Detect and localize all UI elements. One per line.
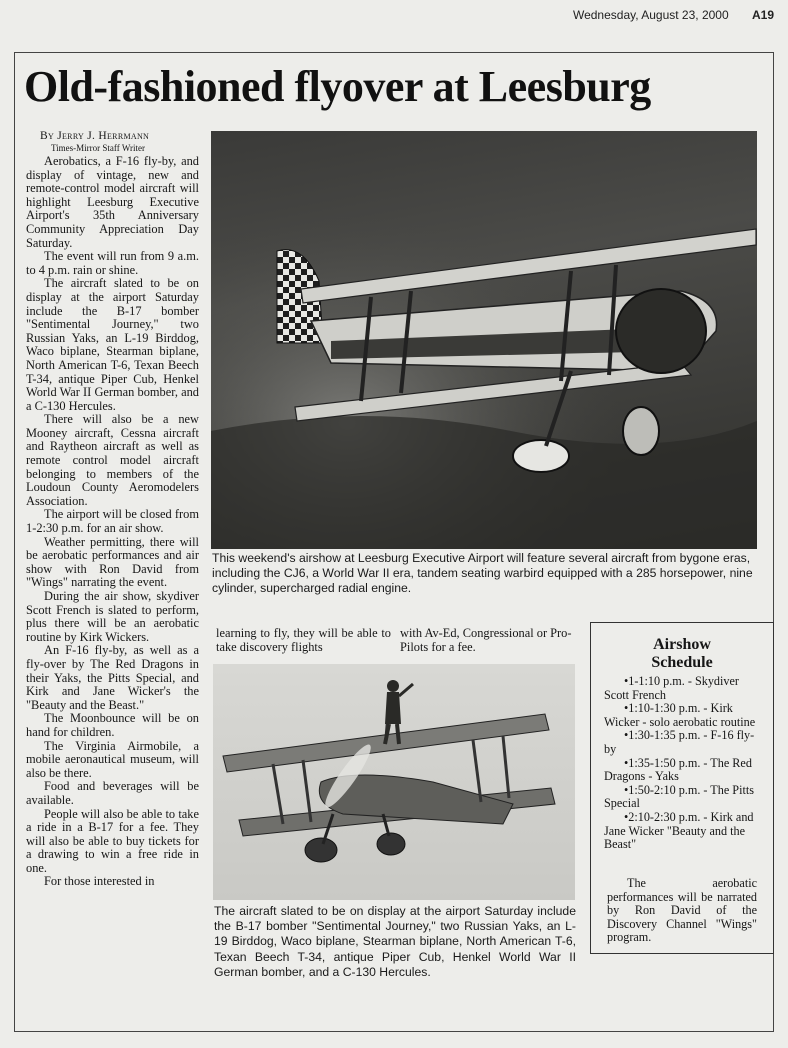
folio-date: Wednesday, August 23, 2000 — [572, 8, 729, 22]
headline: Old-fashioned flyover at Leesburg — [24, 62, 651, 111]
schedule-item: •1:35-1:50 p.m. - The Red Dragons - Yaks — [604, 755, 752, 784]
photo-wingwalker-biplane — [213, 664, 575, 900]
schedule-title-line2: Schedule — [651, 654, 713, 671]
story-paragraph: learning to fly, they will be able to take discovery flights — [216, 626, 391, 655]
byline-affiliation: Times-Mirror Staff Writer — [51, 143, 145, 153]
story-column-2 — [216, 626, 391, 655]
story-paragraph: People will also be able to take a ride in a B-17 for a fee. They will also be able to buy tickets for a drawing to win a free ride in one. — [26, 806, 199, 875]
story-paragraph: Weather permitting, there will be aerobatic performances and air show with Ron David from "Wings" narrating the event. — [26, 534, 199, 590]
story-paragraph: with Av-Ed, Congressional or Pro-Pilots for a fee. — [400, 626, 572, 655]
schedule-item: •1:10-1:30 p.m. - Kirk Wicker - solo aerobatic routine — [604, 701, 756, 729]
schedule-item: •1-1:10 p.m. - Skydiver Scott French — [604, 674, 739, 702]
photo-biplane-in-flight — [211, 131, 757, 549]
schedule-title-line1: Airshow — [653, 636, 711, 653]
story-paragraph: There will also be a new Mooney aircraft, Cessna aircraft and Raytheon aircraft as well as remote control model aircraft belonging to members of the Loudoun County Aeromodelers Association. — [26, 412, 199, 508]
schedule-item: •1:30-1:35 p.m. - F-16 fly-by — [604, 728, 755, 756]
byline-author: By Jerry J. Herrmann — [40, 130, 150, 142]
wingwalker-illustration — [213, 664, 575, 900]
photo1-caption: This weekend's airshow at Leesburg Executive Airport will feature several aircraft from bygone eras, including the CJ6, a World War II era, tandem seating warbird equipped with a 285 horsepower, nine cylinder, supercharged radial engine. — [212, 551, 753, 596]
story-paragraph: During the air show, skydiver Scott French is slated to perform, plus there will be an aerobatic routine by Kirk Wickers. — [26, 589, 199, 644]
folio-page-number: A19 — [751, 8, 774, 22]
story-paragraph: Food and beverages will be available. — [26, 779, 199, 807]
story-column-3 — [400, 626, 585, 655]
story-paragraph: The Moonbounce will be on hand for children. — [26, 711, 199, 739]
story-paragraph: For those interested in — [44, 874, 155, 889]
story-paragraph: The airport will be closed from 1-2:30 p.m. for an air show. — [26, 507, 199, 536]
story-paragraph: Aerobatics, a F-16 fly-by, and display of vintage, new and remote-control model aircraft will highlight Leesburg Executive Airport's 35th Anniversary Community Appreciation Day Saturday. — [26, 154, 199, 250]
schedule-list — [604, 675, 760, 852]
page-folio — [573, 8, 774, 22]
story-column-1 — [26, 155, 199, 889]
photo2-caption: The aircraft slated to be on display at the airport Saturday include the B-17 bomber "Sentimental Journey," two Russian Yaks, an L-19 Birddog, Waco biplane, Stearman biplane, North American T-6, Texan Beech T-34, antique Piper Cub, Henkel World War II German bomber, and a C-130 Hercules. — [214, 904, 576, 979]
schedule-note: The aerobatic performances will be narrated by Ron David of the Discovery Channel "Wings" program. — [607, 876, 757, 945]
story-paragraph: The Virginia Airmobile, a mobile aeronautical museum, will also be there. — [26, 738, 199, 780]
story-paragraph: The aircraft slated to be on display at the airport Saturday include the B-17 bomber "Sentimental Journey," two Russian Yaks, an L-19 Birddog, Waco biplane, Stearman biplane, North American T-6, Texan Beech T-34, antique Piper Cub, Henkel World War II German bomber, and a C-130 Hercules. — [26, 276, 199, 413]
schedule-item: •2:10-2:30 p.m. - Kirk and Jane Wicker "Beauty and the Beast" — [604, 809, 754, 852]
schedule-item: •1:50-2:10 p.m. - The Pitts Special — [604, 782, 754, 811]
biplane-illustration — [211, 131, 757, 549]
story-paragraph: The event will run from 9 a.m. to 4 p.m. rain or shine. — [26, 249, 199, 277]
story-paragraph: An F-16 fly-by, as well as a fly-over by The Red Dragons in their Yaks, the Pitts Special, and Kirk and Jane Wicker's the "Beauty and the Beast." — [26, 643, 199, 712]
schedule-title — [592, 636, 772, 672]
